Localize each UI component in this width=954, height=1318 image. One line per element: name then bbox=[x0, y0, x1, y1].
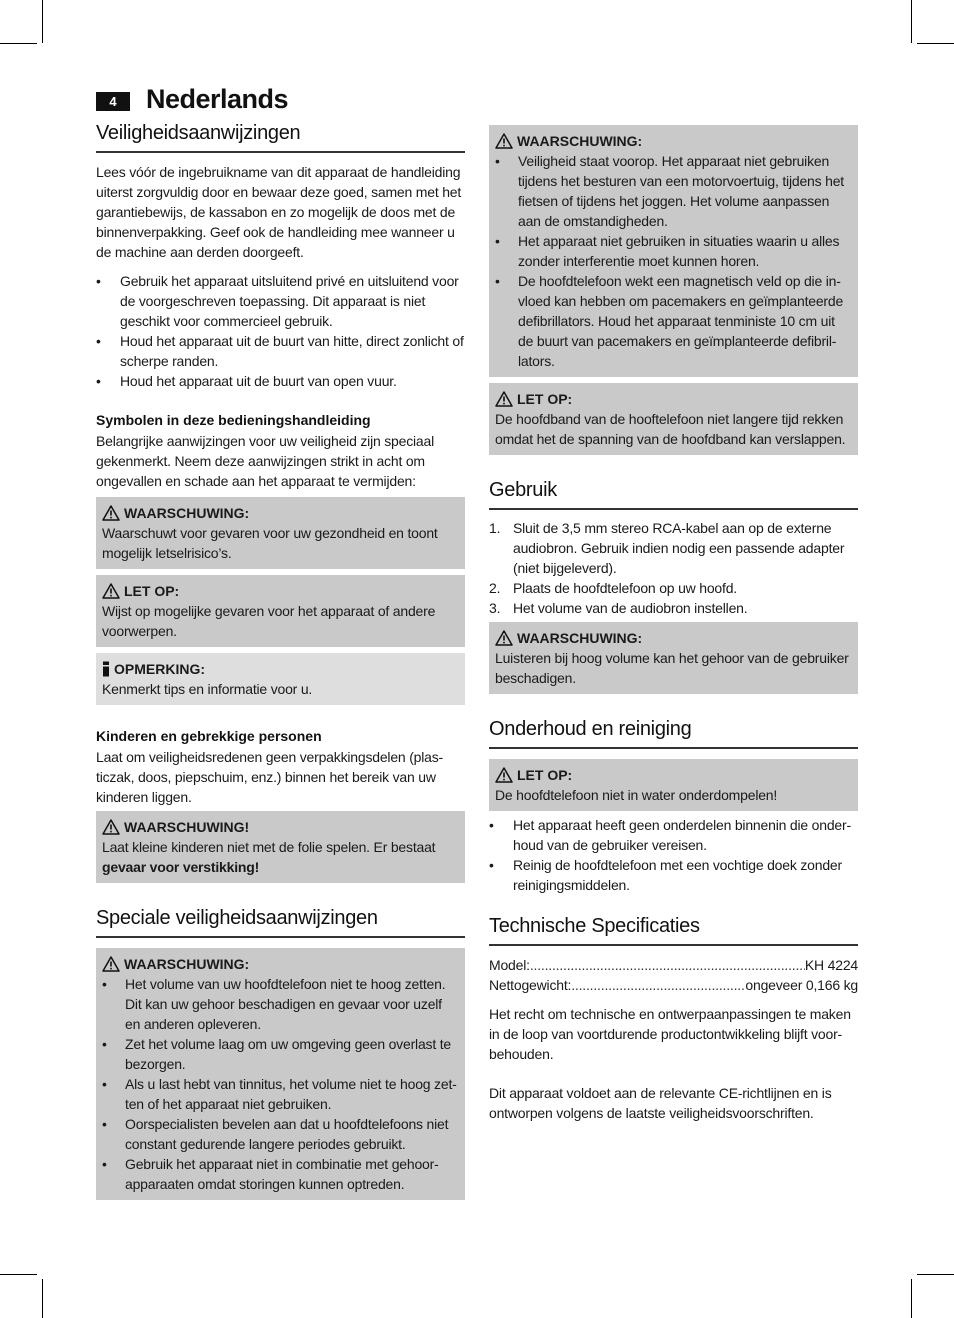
maintenance-bullets bbox=[489, 815, 858, 895]
list-item: • Veiligheid staat voorop. Het apparaat niet gebruiken tijdens het besturen van een motorvoertuig, tijdens het fietsen of tijdens het joggen. Het volume aanpassen aan de omstandigheden. bbox=[495, 151, 852, 231]
warning-emphasis: gevaar voor verstikking! bbox=[102, 859, 260, 875]
warning-title: WAARSCHUWING: bbox=[517, 133, 643, 149]
safety-bullets bbox=[96, 271, 465, 391]
crop-mark bbox=[42, 0, 43, 43]
info-icon bbox=[102, 661, 110, 677]
safety-intro: Lees vóór de ingebruikname van dit apparaat de handleiding uiterst zorgvuldig door en bewaar deze goed, samen met het garantiebewijs, de kassabon en zo mogelijk de doos met de binnenverpakking. Geef ook de handleiding mee wanneer u de machine aan derden doorgeeft. bbox=[96, 164, 462, 260]
warning-triangle-icon bbox=[102, 505, 120, 521]
maintenance-heading: Onderhoud en reiniging bbox=[489, 718, 858, 749]
ce-note: Dit apparaat voldoet aan de relevante CE-richtlijnen en is ontworpen volgens de laatste veiligheidsvoorschriften. bbox=[489, 1085, 832, 1121]
note-box bbox=[96, 653, 465, 705]
list-item: • Gebruik het apparaat uitsluitend privé en uitsluitend voor de voorgeschreven toepassing. Dit apparaat is niet geschikt voor commercieel gebruik. bbox=[96, 271, 465, 331]
warning-text: Laat kleine kinderen niet met de folie spelen. Er bestaat gevaar voor verstikking! bbox=[102, 839, 436, 875]
warning-triangle-icon bbox=[495, 767, 513, 783]
symbols-heading: Symbolen in deze bedieningshandleiding bbox=[96, 412, 371, 428]
warning-text: Waarschuwt voor gevaren voor uw gezondheid en toont mogelijk letselrisico’s. bbox=[102, 525, 438, 561]
spec-leader bbox=[571, 975, 745, 995]
caution-text: De hoofdtelefoon niet in water onderdompelen! bbox=[495, 787, 778, 803]
safety-heading: Veiligheidsaanwijzingen bbox=[96, 122, 465, 153]
warning-bullets bbox=[495, 151, 852, 371]
caution-text: Wijst op mogelijke gevaren voor het apparaat of andere voorwerpen. bbox=[102, 603, 436, 639]
children-heading: Kinderen en gebrekkige personen bbox=[96, 728, 322, 744]
warning-title: WAARSCHUWING: bbox=[124, 956, 250, 972]
list-item: • Houd het apparaat uit de buurt van open vuur. bbox=[96, 371, 465, 391]
children-warning-box bbox=[96, 811, 465, 883]
spec-label: Nettogewicht: bbox=[489, 977, 572, 993]
warning-triangle-icon bbox=[495, 133, 513, 149]
crop-mark bbox=[0, 43, 37, 44]
list-item: • Het apparaat heeft geen onderdelen binnenin die onderhoud van de gebruiker vereisen. bbox=[489, 815, 858, 855]
right-column bbox=[489, 125, 858, 1123]
spec-label: Model: bbox=[489, 957, 530, 973]
spec-value: ongeveer 0,166 kg bbox=[745, 977, 858, 993]
warning-title: WAARSCHUWING: bbox=[124, 505, 250, 521]
children-text: Laat om veiligheidsredenen geen verpakkingsdelen (plasticzak, doos, piepschuim, enz.) binnen het bereik van uw kinderen liggen. bbox=[96, 749, 444, 805]
caution-box bbox=[489, 383, 858, 455]
symbols-text: Belangrijke aanwijzingen voor uw veiligheid zijn speciaal gekenmerkt. Neem deze aanwijzingen strikt in acht om ongevallen en schade aan het apparaat te vermijden: bbox=[96, 433, 435, 489]
page-number: 4 bbox=[96, 92, 130, 111]
list-item: • Het volume van uw hoofdtelefoon niet te hoog zetten. Dit kan uw gehoor beschadigen en gevaar voor uzelf en anderen opleveren. bbox=[102, 974, 459, 1034]
caution-box bbox=[96, 575, 465, 647]
crop-mark bbox=[0, 1274, 37, 1275]
list-item: • Gebruik het apparaat niet in combinatie met gehoorapparaaten omdat storingen kunnen optreden. bbox=[102, 1154, 459, 1194]
specs-heading: Technische Specificaties bbox=[489, 915, 858, 946]
warning-triangle-icon bbox=[495, 630, 513, 646]
note-title: OPMERKING: bbox=[114, 661, 205, 677]
warning-title: WAARSCHUWING! bbox=[124, 819, 250, 835]
warning-triangle-icon bbox=[102, 819, 120, 835]
list-item: 3. Het volume van de audiobron instellen. bbox=[489, 600, 748, 616]
warning-title: WAARSCHUWING: bbox=[517, 630, 643, 646]
crop-mark bbox=[917, 1274, 954, 1275]
special-safety-heading: Speciale veiligheidsaanwijzingen bbox=[96, 907, 465, 938]
warning-text: Luisteren bij hoog volume kan het gehoor van de gebruiker beschadigen. bbox=[495, 650, 849, 686]
special-warning-box bbox=[96, 948, 465, 1200]
list-item: 2. Plaats de hoofdtelefoon op uw hoofd. bbox=[489, 580, 737, 596]
crop-mark bbox=[911, 0, 912, 43]
spec-value: KH 4224 bbox=[804, 957, 858, 973]
warning-triangle-icon bbox=[102, 956, 120, 972]
left-column bbox=[96, 122, 465, 1200]
caution-text: De hoofdband van de hooftelefoon niet langere tijd rekken omdat het de spanning van de hoofdband kan verslappen. bbox=[495, 411, 846, 447]
page-title: Nederlands bbox=[146, 84, 289, 114]
caution-title: LET OP: bbox=[517, 767, 573, 783]
list-item: • De hoofdtelefoon wekt een magnetisch veld op die invloed kan hebben om pacemakers en geïmplanteerde defibrillators. Houd het apparaat tenministe 10 cm uit de buurt van pacemakers en geïmplanteerde defibrillators. bbox=[495, 271, 852, 371]
caution-title: LET OP: bbox=[124, 583, 180, 599]
warning-triangle-icon bbox=[495, 391, 513, 407]
list-item: • Reinig de hoofdtelefoon met een vochtige doek zonder reinigingsmiddelen. bbox=[489, 855, 858, 895]
crop-mark bbox=[917, 43, 954, 44]
crop-mark bbox=[42, 1279, 43, 1318]
specs-note: Het recht om technische en ontwerpaanpassingen te maken in de loop van voortdurende productontwikkeling blijft voorbehouden. bbox=[489, 1006, 851, 1062]
crop-mark bbox=[911, 1279, 912, 1318]
list-item: 1. Sluit de 3,5 mm stereo RCA-kabel aan op de externe audiobron. Gebruik indien nodig een passende adapter (niet bijgeleverd). bbox=[489, 520, 845, 576]
list-item: • Oorspecialisten bevelen aan dat u hoofdtelefoons niet constant gedurende langere periodes gebruikt. bbox=[102, 1114, 459, 1154]
warning-box bbox=[96, 497, 465, 569]
specs-table bbox=[489, 955, 858, 995]
usage-steps bbox=[489, 518, 858, 618]
warning-triangle-icon bbox=[102, 583, 120, 599]
note-text: Kenmerkt tips en informatie voor u. bbox=[102, 681, 313, 697]
warning-box bbox=[489, 125, 858, 377]
spec-row bbox=[489, 975, 858, 995]
list-item: • Het apparaat niet gebruiken in situaties waarin u alles zonder interferentie moet kunnen horen. bbox=[495, 231, 852, 271]
special-bullets bbox=[102, 974, 459, 1194]
list-item: • Houd het apparaat uit de buurt van hitte, direct zonlicht of scherpe randen. bbox=[96, 331, 465, 371]
caution-title: LET OP: bbox=[517, 391, 573, 407]
usage-warning-box bbox=[489, 622, 858, 694]
spec-leader bbox=[530, 955, 805, 975]
list-item: • Zet het volume laag om uw omgeving geen overlast te bezorgen. bbox=[102, 1034, 459, 1074]
maintenance-caution-box bbox=[489, 759, 858, 811]
usage-heading: Gebruik bbox=[489, 479, 858, 510]
list-item: • Als u last hebt van tinnitus, het volume niet te hoog zetten of het apparaat niet gebruiken. bbox=[102, 1074, 459, 1114]
spec-row bbox=[489, 955, 858, 975]
